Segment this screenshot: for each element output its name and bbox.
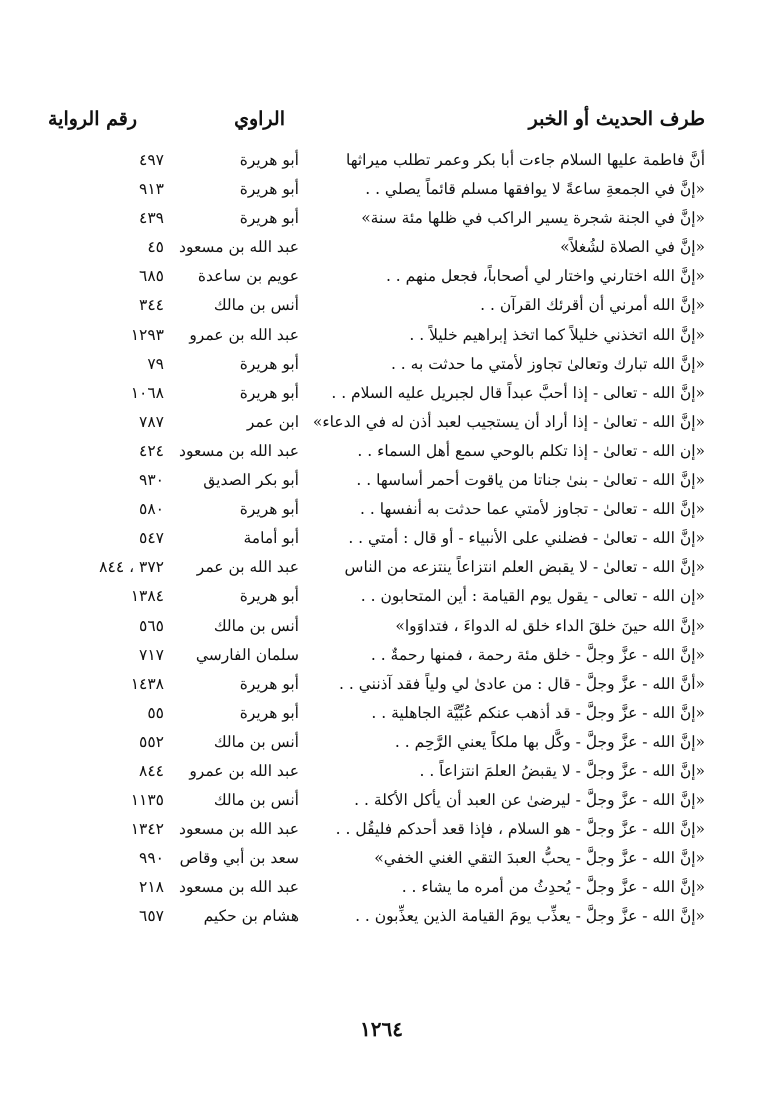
hadith-text: «إنَّ الله تبارك وتعالىٰ تجاوز لأمتي ما حدثت به . . — [390, 354, 705, 373]
narrator-name: أنس بن مالك — [213, 732, 299, 751]
narration-number: ٥٨٠ — [139, 500, 164, 519]
narration-number: ٥٥٢ — [139, 732, 164, 751]
narrator-name: أبو هريرة — [239, 383, 299, 402]
hadith-text: «إنَّ الله - تعالىٰ - تجاوز لأمتي عما حدثت به أنفسها . . — [360, 500, 705, 519]
hadith-text: أنَّ فاطمة عليها السلام جاءت أبا بكر وعمر تطلب ميراثها — [346, 151, 705, 169]
hadith-text: «إنَّ الله - تعالىٰ - بنىٰ جناتا من ياقوت أحمر أساسها . . — [356, 471, 705, 490]
narrator-name: أنس بن مالك — [213, 791, 299, 810]
narrator-name: أنس بن مالك — [213, 616, 299, 635]
table-row — [0, 262, 763, 291]
table-row — [0, 291, 763, 320]
table-row — [0, 786, 763, 815]
hadith-text: «إنَّ الله - عزَّ وجلَّ - يعذِّب يومَ القيامة الذين يعذِّبون . . — [355, 907, 705, 926]
hadith-table — [0, 146, 763, 932]
hadith-text: «أنَّ الله - عزَّ وجلَّ - قال : من عادىٰ لي ولياً فقد آذنني . . — [339, 674, 705, 693]
narration-number: ٢١٨ — [139, 878, 164, 897]
table-row — [0, 321, 763, 350]
header-hadith: طرف الحديث أو الخبر — [528, 108, 705, 130]
narrator-name: أبو هريرة — [239, 500, 299, 519]
table-row — [0, 466, 763, 495]
hadith-text: «إنَّ الله - عزَّ وجلَّ - لا يقبضُ العلمَ انتزاعاً . . — [419, 761, 705, 780]
hadith-text: «إنَّ الله - عزَّ وجلَّ - هو السلام ، فإذا قعد أحدكم فليقُل . . — [335, 820, 705, 839]
hadith-text: «إنَّ الله اختارني واختار لي أصحاباً، فجعل منهم . . — [385, 267, 705, 286]
narrator-name: عبد الله بن مسعود — [179, 878, 299, 897]
table-row — [0, 175, 763, 204]
hadith-text: «إن الله - تعالىٰ - إذا تكلم بالوحي سمع أهل السماء . . — [357, 441, 705, 460]
narrator-name: عبد الله بن مسعود — [179, 441, 299, 460]
narration-number: ٧١٧ — [139, 645, 164, 664]
hadith-text: «إنَّ الله اتخذني خليلاً كما اتخذ إبراهيم خليلاً . . — [409, 325, 705, 344]
table-row — [0, 815, 763, 844]
narration-number: ١٠٦٨ — [130, 383, 164, 402]
narrator-name: عبد الله بن مسعود — [179, 238, 299, 257]
narrator-name: أبو هريرة — [239, 209, 299, 228]
hadith-text: «إنَّ الله - تعالىٰ - إذا أراد أن يستجيب لعبد أذن له في الدعاء» — [312, 412, 705, 431]
narration-number: ٧٨٧ — [139, 412, 164, 431]
page-number: ١٢٦٤ — [360, 1017, 403, 1041]
narrator-name: عبد الله بن عمرو — [189, 761, 299, 780]
hadith-text: «إنَّ في الصلاة لشُغلاً» — [560, 238, 705, 257]
narrator-name: أبو هريرة — [239, 703, 299, 722]
narrator-name: أبو هريرة — [239, 354, 299, 373]
table-row — [0, 233, 763, 262]
narrator-name: أبو هريرة — [239, 587, 299, 606]
table-row — [0, 350, 763, 379]
narrator-name: سعد بن أبي وقاص — [179, 849, 299, 868]
table-row — [0, 379, 763, 408]
table-row — [0, 757, 763, 786]
table-header — [0, 108, 763, 138]
table-row — [0, 641, 763, 670]
narration-number: ٩١٣ — [139, 180, 164, 199]
narration-number: ٥٦٥ — [139, 616, 164, 635]
table-row — [0, 437, 763, 466]
narrator-name: هشام بن حكيم — [203, 907, 299, 926]
narrator-name: عبد الله بن مسعود — [179, 820, 299, 839]
table-row — [0, 612, 763, 641]
table-row — [0, 670, 763, 699]
narrator-name: أنس بن مالك — [213, 296, 299, 315]
table-row — [0, 553, 763, 582]
hadith-text: «إن الله - تعالى - يقول يوم القيامة : أين المتحابون . . — [360, 587, 705, 606]
narration-number: ١١٣٥ — [130, 791, 164, 810]
narration-number: ٩٣٠ — [139, 471, 164, 490]
hadith-text: «إنَّ الله - عزَّ وجلَّ - يحبُّ العبدَ التقي الغني الخفي» — [374, 849, 705, 868]
narrator-name: عبد الله بن عمرو — [189, 325, 299, 344]
hadith-text: «إنَّ الله - عزَّ وجلَّ - قد أذهب عنكم عُبِّيَّة الجاهلية . . — [371, 703, 705, 722]
table-row — [0, 495, 763, 524]
narration-number: ١٢٩٣ — [130, 325, 164, 344]
table-row — [0, 524, 763, 553]
table-row — [0, 408, 763, 437]
narrator-name: ابن عمر — [246, 412, 299, 431]
hadith-text: «إنَّ الله - عزَّ وجلَّ - يُحدِثُ من أمره ما يشاء . . — [401, 878, 705, 897]
narration-number: ١٣٨٤ — [130, 587, 164, 606]
header-narrator: الراوي — [234, 108, 285, 130]
hadith-text: «إنَّ الله - تعالىٰ - فضلني على الأنبياء - أو قال : أمتي . . — [348, 529, 705, 548]
table-row — [0, 146, 763, 175]
hadith-text: «إنَّ في الجمعةِ ساعةً لا يوافقها مسلم قائماً يصلي . . — [365, 180, 705, 199]
narrator-name: أبو هريرة — [239, 180, 299, 199]
narration-number: ٥٤٧ — [139, 529, 164, 548]
table-row — [0, 873, 763, 902]
narrator-name: أبو هريرة — [239, 674, 299, 693]
hadith-text: «إنَّ الله - عزَّ وجلَّ - خلق مئة رحمة ، فمنها رحمةٌ . . — [370, 645, 705, 664]
hadith-text: «إنَّ الله أمرني أن أقرئك القرآن . . — [480, 296, 705, 315]
hadith-text: «إنَّ في الجنة شجرة يسير الراكب في ظلها مئة سنة» — [361, 209, 705, 228]
table-row — [0, 582, 763, 611]
narrator-name: أبو أمامة — [243, 529, 299, 548]
table-row — [0, 844, 763, 873]
narration-number: ٤٥ — [147, 238, 164, 257]
narrator-name: سلمان الفارسي — [195, 645, 299, 664]
narration-number: ١٤٣٨ — [130, 674, 164, 693]
table-row — [0, 699, 763, 728]
header-number: رقم الرواية — [48, 108, 137, 130]
narration-number: ٦٨٥ — [139, 267, 164, 286]
narration-number: ٦٥٧ — [139, 907, 164, 926]
narrator-name: أبو هريرة — [239, 151, 299, 169]
narrator-name: عبد الله بن عمر — [196, 558, 299, 577]
narration-number: ٣٧٢ ، ٨٤٤ — [99, 558, 164, 577]
hadith-text: «إنَّ الله - تعالىٰ - لا يقبض العلم انتزاعاً ينتزعه من الناس — [344, 558, 705, 577]
table-row — [0, 902, 763, 931]
narrator-name: عويم بن ساعدة — [197, 267, 299, 286]
narration-number: ٣٤٤ — [139, 296, 164, 315]
narration-number: ٩٩٠ — [139, 849, 164, 868]
narration-number: ٤٣٩ — [139, 209, 164, 228]
hadith-text: «إنَّ الله - عزَّ وجلَّ - وكَّل بها ملكاً يعني الرَّحِم . . — [394, 732, 705, 751]
hadith-text: «إنَّ الله - تعالى - إذا أحبَّ عبداً قال لجبريل عليه السلام . . — [331, 383, 705, 402]
narration-number: ١٣٤٢ — [130, 820, 164, 839]
narration-number: ٥٥ — [147, 703, 164, 722]
table-row — [0, 728, 763, 757]
hadith-text: «إنَّ الله - عزَّ وجلَّ - ليرضىٰ عن العبد أن يأكل الأكلة . . — [354, 791, 705, 810]
hadith-text: «إنَّ الله حينَ خلقَ الداء خلق له الدواءَ ، فتداوَوا» — [395, 616, 705, 635]
narration-number: ٧٩ — [147, 354, 164, 373]
narration-number: ٤٩٧ — [139, 151, 164, 169]
narration-number: ٨٤٤ — [139, 761, 164, 780]
narration-number: ٤٢٤ — [139, 441, 164, 460]
table-row — [0, 204, 763, 233]
narrator-name: أبو بكر الصديق — [203, 471, 299, 490]
